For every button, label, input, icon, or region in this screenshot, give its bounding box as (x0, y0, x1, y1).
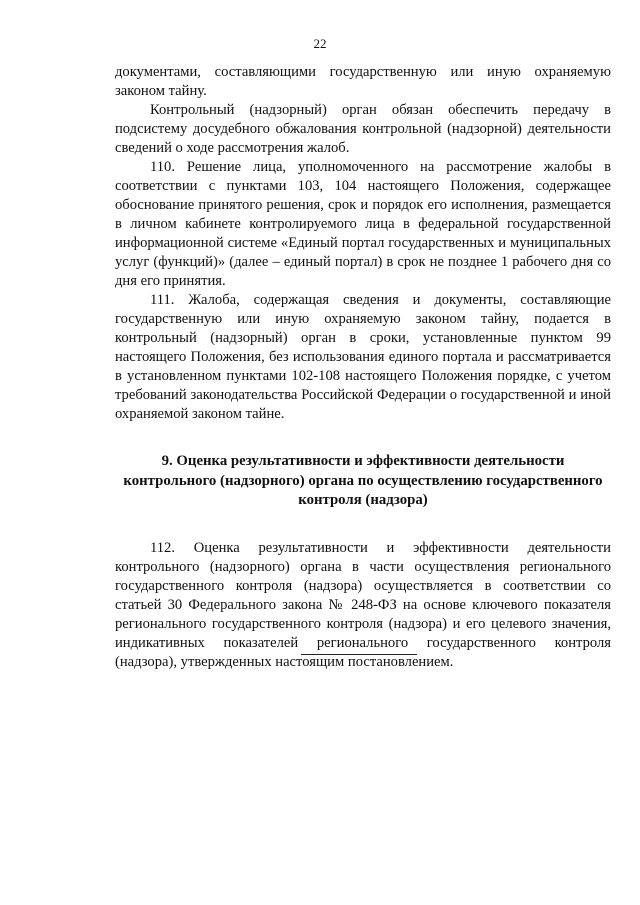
paragraph-supervisory-body-obligation: Контрольный (надзорный) орган обязан обеспечить передачу в подсистему досудебного обжалования контрольной (надзорной) деятельности сведений о ходе рассмотрения жалоб. (115, 102, 611, 156)
section-heading: 9. Оценка результативности и эффективности деятельности контрольного (надзорного) органа по осуществлению государственного контроля (надзора) (123, 453, 603, 508)
paragraph-110: 110. Решение лица, уполномоченного на рассмотрение жалобы в соответствии с пунктами 103, 104 настоящего Положения, содержащее обоснование принятого решения, срок и порядок его исполнения, размещается в личном кабинете контролируемого лица в федеральной государственной информационной системе «Единый портал государственных и муниципальных услуг (функций)» (далее – единый портал) в срок не позднее 1 рабочего дня со дня его принятия. (115, 159, 611, 289)
paragraph-continuation: документами, составляющими государственную или иную охраняемую законом тайну. (115, 64, 611, 99)
page-number: 22 (313, 36, 327, 51)
document-body (115, 63, 611, 672)
closing-separator-line (301, 654, 417, 655)
paragraph-111: 111. Жалоба, содержащая сведения и документы, составляющие государственную или иную охраняемую законом тайну, подается в контрольный (надзорный) орган в сроки, установленные пунктом 99 настоящего Положения, без использования единого портала и рассматривается в установленном пунктами 102-108 настоящего Положения порядке, с учетом требований законодательства Российской Федерации о государственной и иной охраняемой законом тайне. (115, 292, 611, 422)
paragraph-112: 112. Оценка результативности и эффективности деятельности контрольного (надзорного) органа в части осуществления регионального государственного контроля (надзора) осуществляется в соответствии со статьей 30 Федерального закона № 248-ФЗ на основе ключевого показателя регионального государственного контроля (надзора) и его целевого значения, индикативных показателей регионального государственного контроля (надзора), утвержденных настоящим постановлением. (115, 539, 611, 670)
